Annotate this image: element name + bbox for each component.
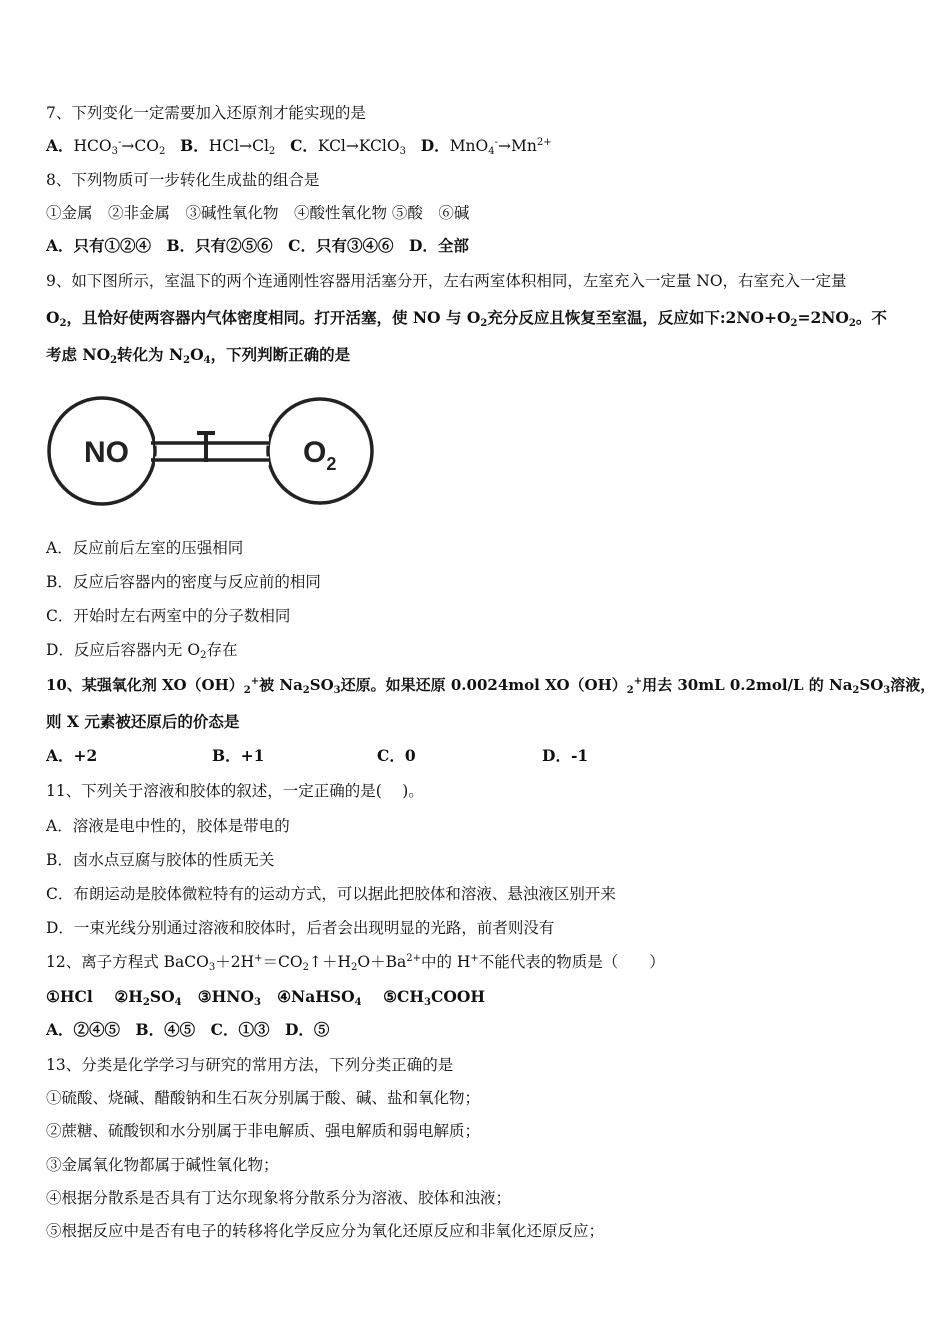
q10-option-b: B．+1 xyxy=(212,746,265,765)
left-vessel-label: NO xyxy=(84,436,129,469)
q13-statement-2: ②蔗糖、硫酸钡和水分别属于非电解质、强电解质和弱电解质； xyxy=(46,1122,481,1140)
q11-stem: 11、下列关于溶液和胶体的叙述，一定正确的是( )。 xyxy=(46,782,424,800)
q13-stem: 13、分类是化学学习与研究的常用方法，下列分类正确的是 xyxy=(46,1056,454,1074)
q10-stem-line2: 则 X 元素被还原后的价态是 xyxy=(46,712,240,731)
q9-stem-line3: 考虑 $NO_2$转化为 $N_2O_4$，下列判断正确的是 xyxy=(46,345,351,366)
q8-options: A．只有①②④ B．只有②⑤⑥ C．只有③④⑥ D．全部 xyxy=(46,236,469,255)
q8-items: ①金属 ②非金属 ③碱性氧化物 ④酸性氧化物 ⑤酸 ⑥碱 xyxy=(46,204,470,222)
q10-stem-line1: 10、某强氧化剂 $XO(OH)_2^+$被 $Na_2SO_3$还原。如果还原 0.0024mol $XO(OH)_2^+$用去 30mL 0.2mol/L 的 $Na_2SO_3$溶液， xyxy=(46,676,936,696)
q8-stem: 8、下列物质可一步转化生成盐的组合是 xyxy=(46,171,320,189)
q9-option-a: A．反应前后左室的压强相同 xyxy=(46,539,244,557)
q9-option-c: C．开始时左右两室中的分子数相同 xyxy=(46,607,291,625)
q11-option-d: D．一束光线分别通过溶液和胶体时，后者会出现明显的光路，前者则没有 xyxy=(46,919,555,937)
q7-options: A．$HCO_3^-\to CO_2$ B．$HCl\to Cl_2$ C．KCl→KClO$_3$ D．$MnO_4^-\to Mn^{2+}$ xyxy=(46,136,552,157)
q11-option-c: C．布朗运动是胶体微粒特有的运动方式，可以据此把胶体和溶液、悬浊液区别开来 xyxy=(46,885,616,903)
q11-option-a: A．溶液是电中性的，胶体是带电的 xyxy=(46,817,290,835)
q13-statement-4: ④根据分散系是否具有丁达尔现象将分散系分为溶液、胶体和浊液； xyxy=(46,1189,512,1207)
q12-stem: 12、离子方程式 $BaCO_3+2H^+=CO_2↑+H_2O+Ba^{2+}$中的 H+不能代表的物质是（ ） xyxy=(46,953,665,973)
q12-items: ①HCl $②H_2SO_4$ $③HNO_3$ ④NaHSO$_4$ $⑤CH_3COOH$ xyxy=(46,987,486,1008)
q9-option-d: D．反应后容器内无 $O_2$存在 xyxy=(46,641,238,661)
q9-option-b: B．反应后容器内的密度与反应前的相同 xyxy=(46,573,321,591)
q10-option-c: C．0 xyxy=(377,746,416,765)
q10-option-a: A．+2 xyxy=(46,746,98,765)
q9-stem-line1: 9、如下图所示，室温下的两个连通刚性容器用活塞分开，左右两室体积相同，左室充入一定量 NO，右室充入一定量 xyxy=(46,272,847,290)
q12-options: A．②④⑤ B．④⑤ C．①③ D．⑤ xyxy=(46,1020,330,1039)
connected-vessels-figure xyxy=(46,388,378,518)
q11-option-b: B．卤水点豆腐与胶体的性质无关 xyxy=(46,851,275,869)
right-vessel-label: $O_2$ xyxy=(303,436,337,474)
q10-option-d: D．-1 xyxy=(542,746,589,765)
q7-stem: 7、下列变化一定需要加入还原剂才能实现的是 xyxy=(46,104,366,122)
q13-statement-1: ①硫酸、烧碱、醋酸钠和生石灰分别属于酸、碱、盐和氧化物； xyxy=(46,1089,481,1107)
q13-statement-5: ⑤根据反应中是否有电子的转移将化学反应分为氧化还原反应和非氧化还原反应； xyxy=(46,1222,605,1240)
q9-stem-line2: $O_2$，且恰好使两容器内气体密度相同。打开活塞，使 NO 与 $O_2$充分反应且恢复至室温，反应如下$:2NO+O_2=2NO_2$。不 xyxy=(46,308,887,329)
q13-statement-3: ③金属氧化物都属于碱性氧化物； xyxy=(46,1156,279,1174)
